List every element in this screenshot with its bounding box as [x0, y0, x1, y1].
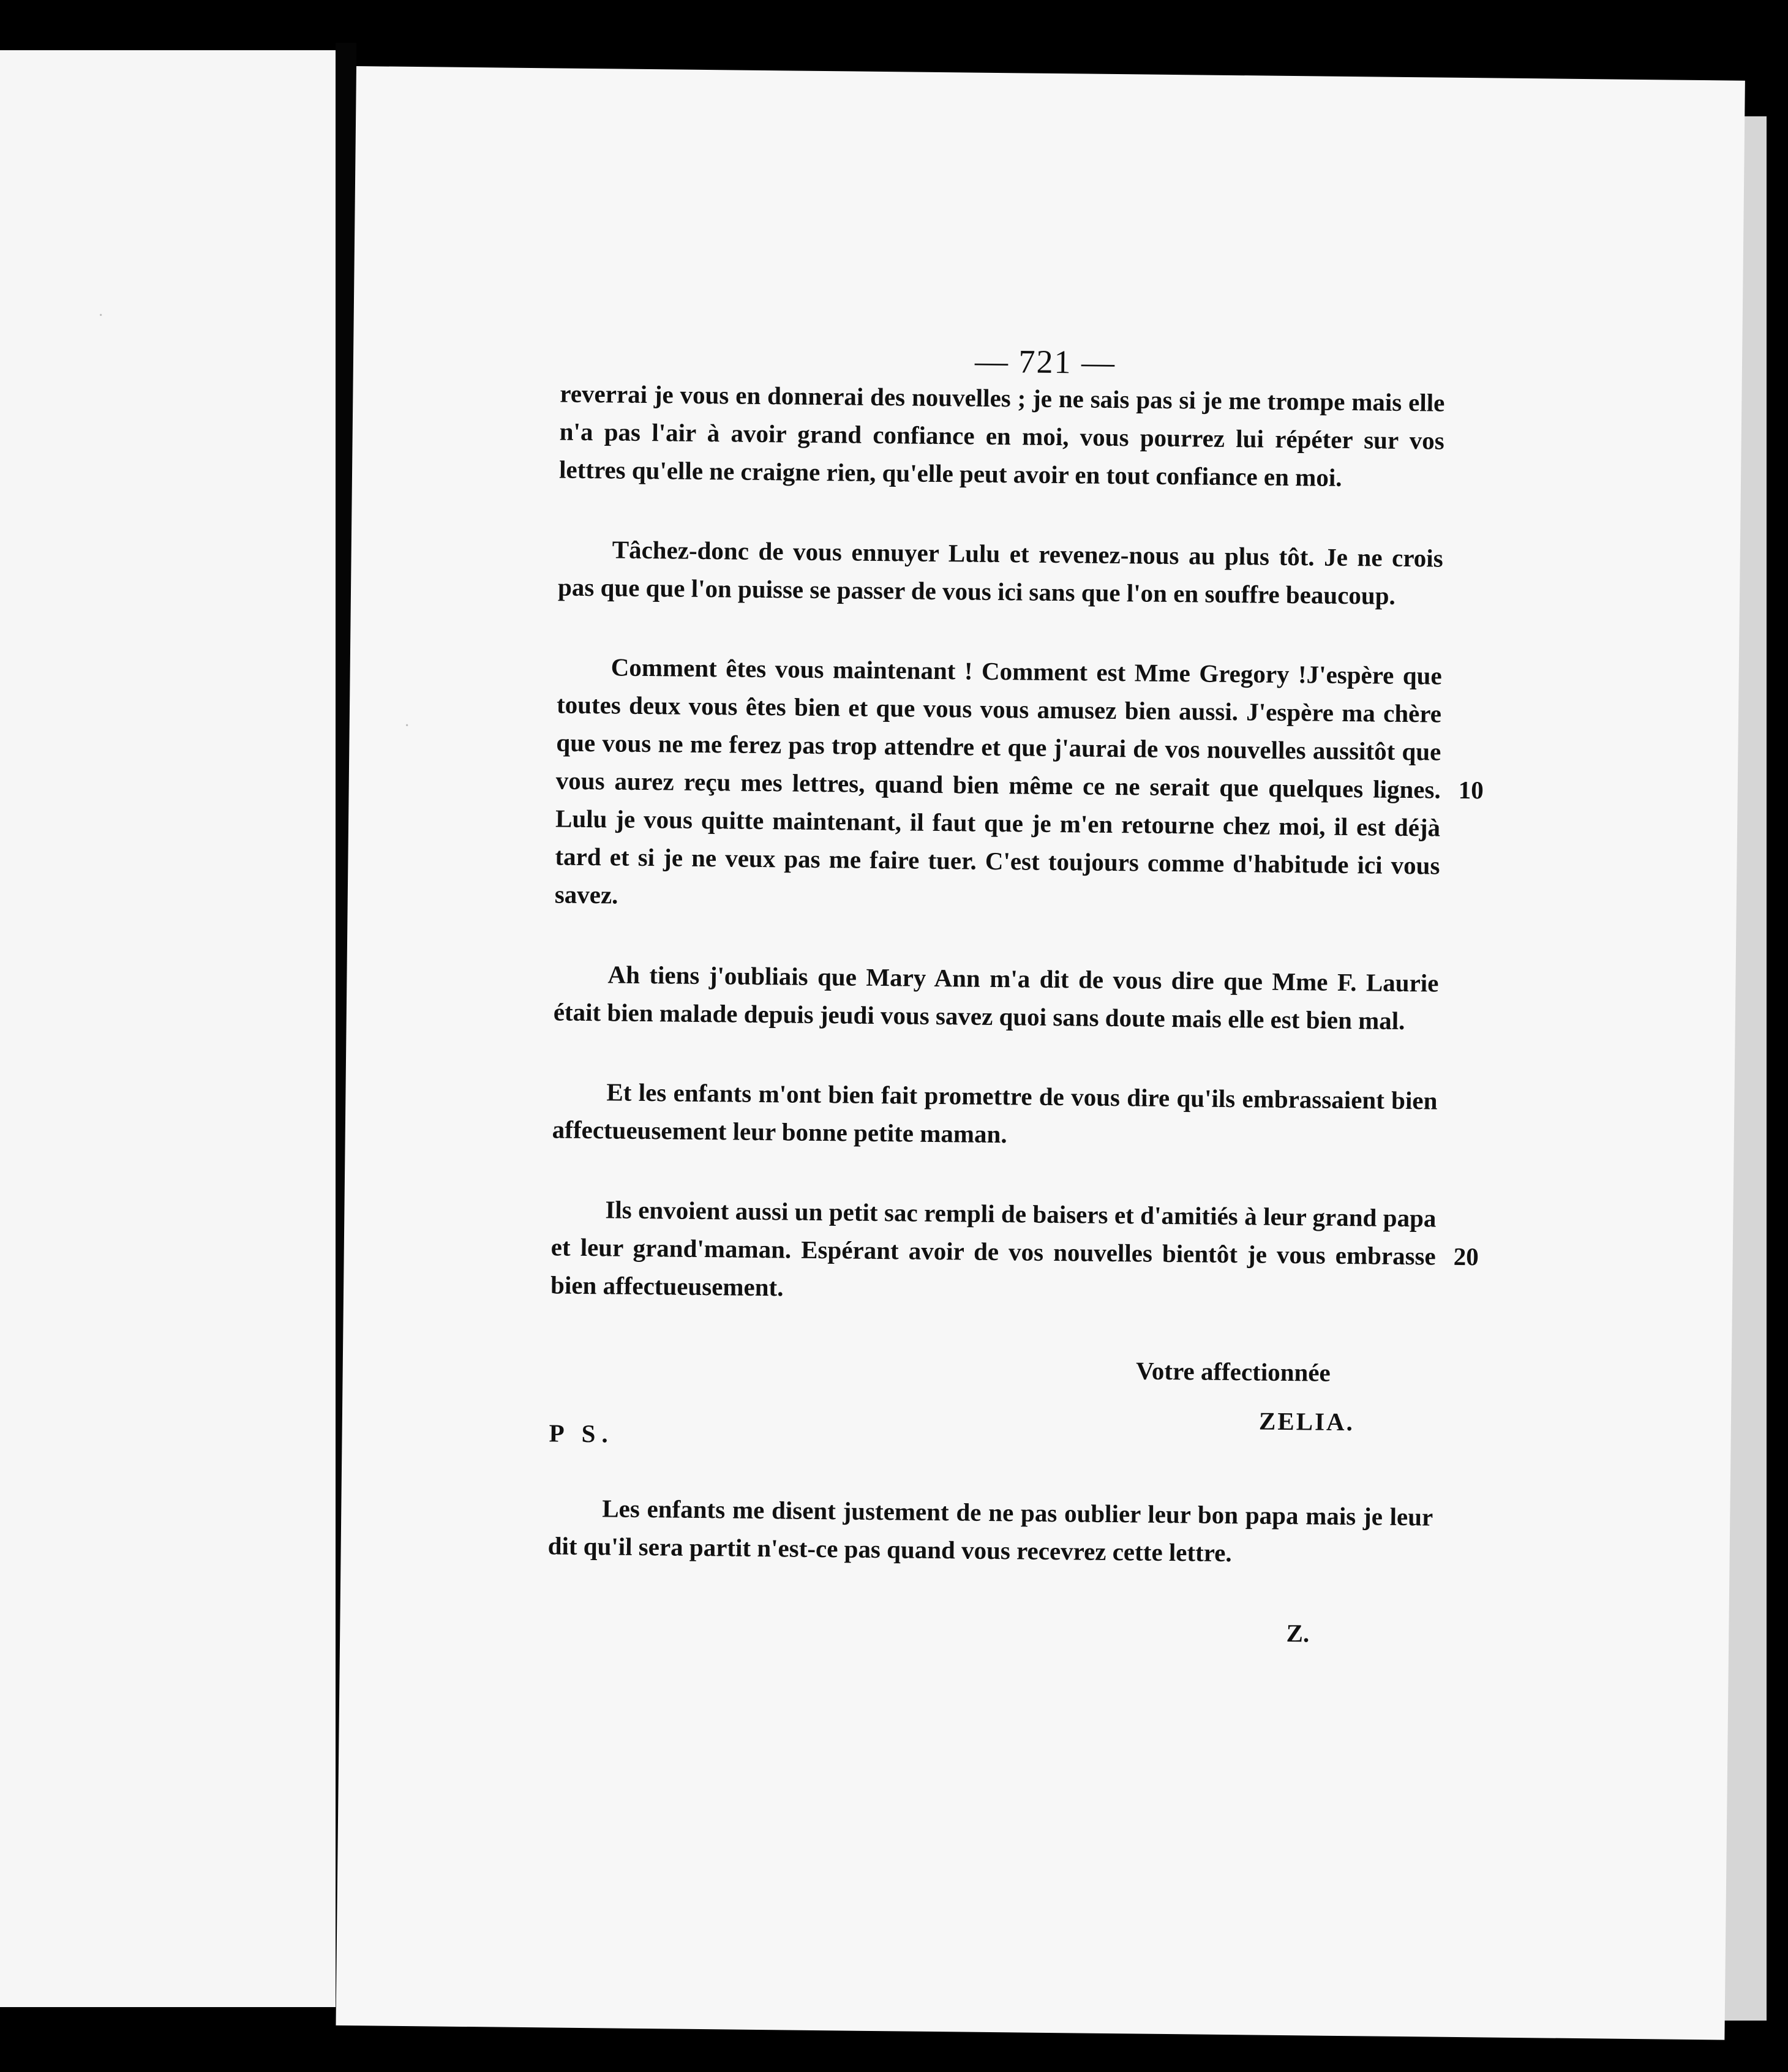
scan-speck: · — [404, 716, 410, 735]
paragraph-2: Tâchez-donc de vous ennuyer Lulu et revenez-nous au plus tôt. Je ne crois pas que que l'on puisse se passer de vous ici sans que l'on en souffre beaucoup. — [557, 535, 1443, 610]
ps-initial: Z. — [1286, 1619, 1310, 1648]
letter-body — [547, 375, 1484, 1654]
signature: ZELIA. — [1258, 1406, 1355, 1436]
paragraph-1: reverrai je vous en donnerai des nouvelles ; je ne sais pas si je me trompe mais elle n'a pas l'air à avoir grand confiance en moi, vous pourrez lui répéter sur vos lettres qu'elle ne craigne rien, qu'elle peut avoir en tout confiance en moi. — [558, 379, 1445, 492]
paragraph-6-wrap — [550, 1190, 1479, 1313]
right-page — [336, 66, 1745, 2040]
page-number: — 721 — — [974, 342, 1116, 381]
closing: Votre affectionnée — [1135, 1356, 1331, 1387]
paragraph-5: Et les enfants m'ont bien fait promettre de vous dire qu'ils embrassaient bien affectueusement leur bonne petite maman. — [552, 1078, 1438, 1149]
paragraph-3: Comment êtes vous maintenant ! Comment est Mme Gregory !J'espère que toutes deux vous êtes bien et que vous vous amusez bien aussi. J'espère ma chère que vous ne me ferez pas trop attendre et que j'aurai de vos nouvelles aussitôt que vous aurez reçu mes lettres, quand bien même ce ne serait que quelques lignes. Lulu je vous quitte maintenant, il faut que je m'en retourne chez moi, il est déjà tard et si je ne veux pas me faire tuer. C'est toujours comme d'habitude ici vous savez. — [554, 653, 1442, 909]
paragraph-3-wrap — [554, 647, 1484, 922]
line-number-20: 20 — [1453, 1242, 1479, 1271]
ps-label: P S. — [549, 1419, 614, 1448]
ps-text: Les enfants me disent justement de ne pas oublier leur bon papa mais je leur dit qu'il sera partit n'est-ce pas quand vous recevrez cette lettre. — [547, 1494, 1433, 1567]
paragraph-4: Ah tiens j'oubliais que Mary Ann m'a dit de vous dire que Mme F. Laurie était bien malade depuis jeudi vous savez quoi sans doute mais elle est bien mal. — [553, 960, 1439, 1035]
scan-speck: · — [98, 306, 104, 325]
line-number-10: 10 — [1458, 775, 1484, 805]
paragraph-6: Ils envoient aussi un petit sac rempli de baisers et d'amitiés à leur grand papa et leur grand'maman. Espérant avoir de vos nouvelles bientôt je vous embrasse bien affectueusement. — [550, 1195, 1437, 1302]
left-page — [0, 50, 336, 2007]
